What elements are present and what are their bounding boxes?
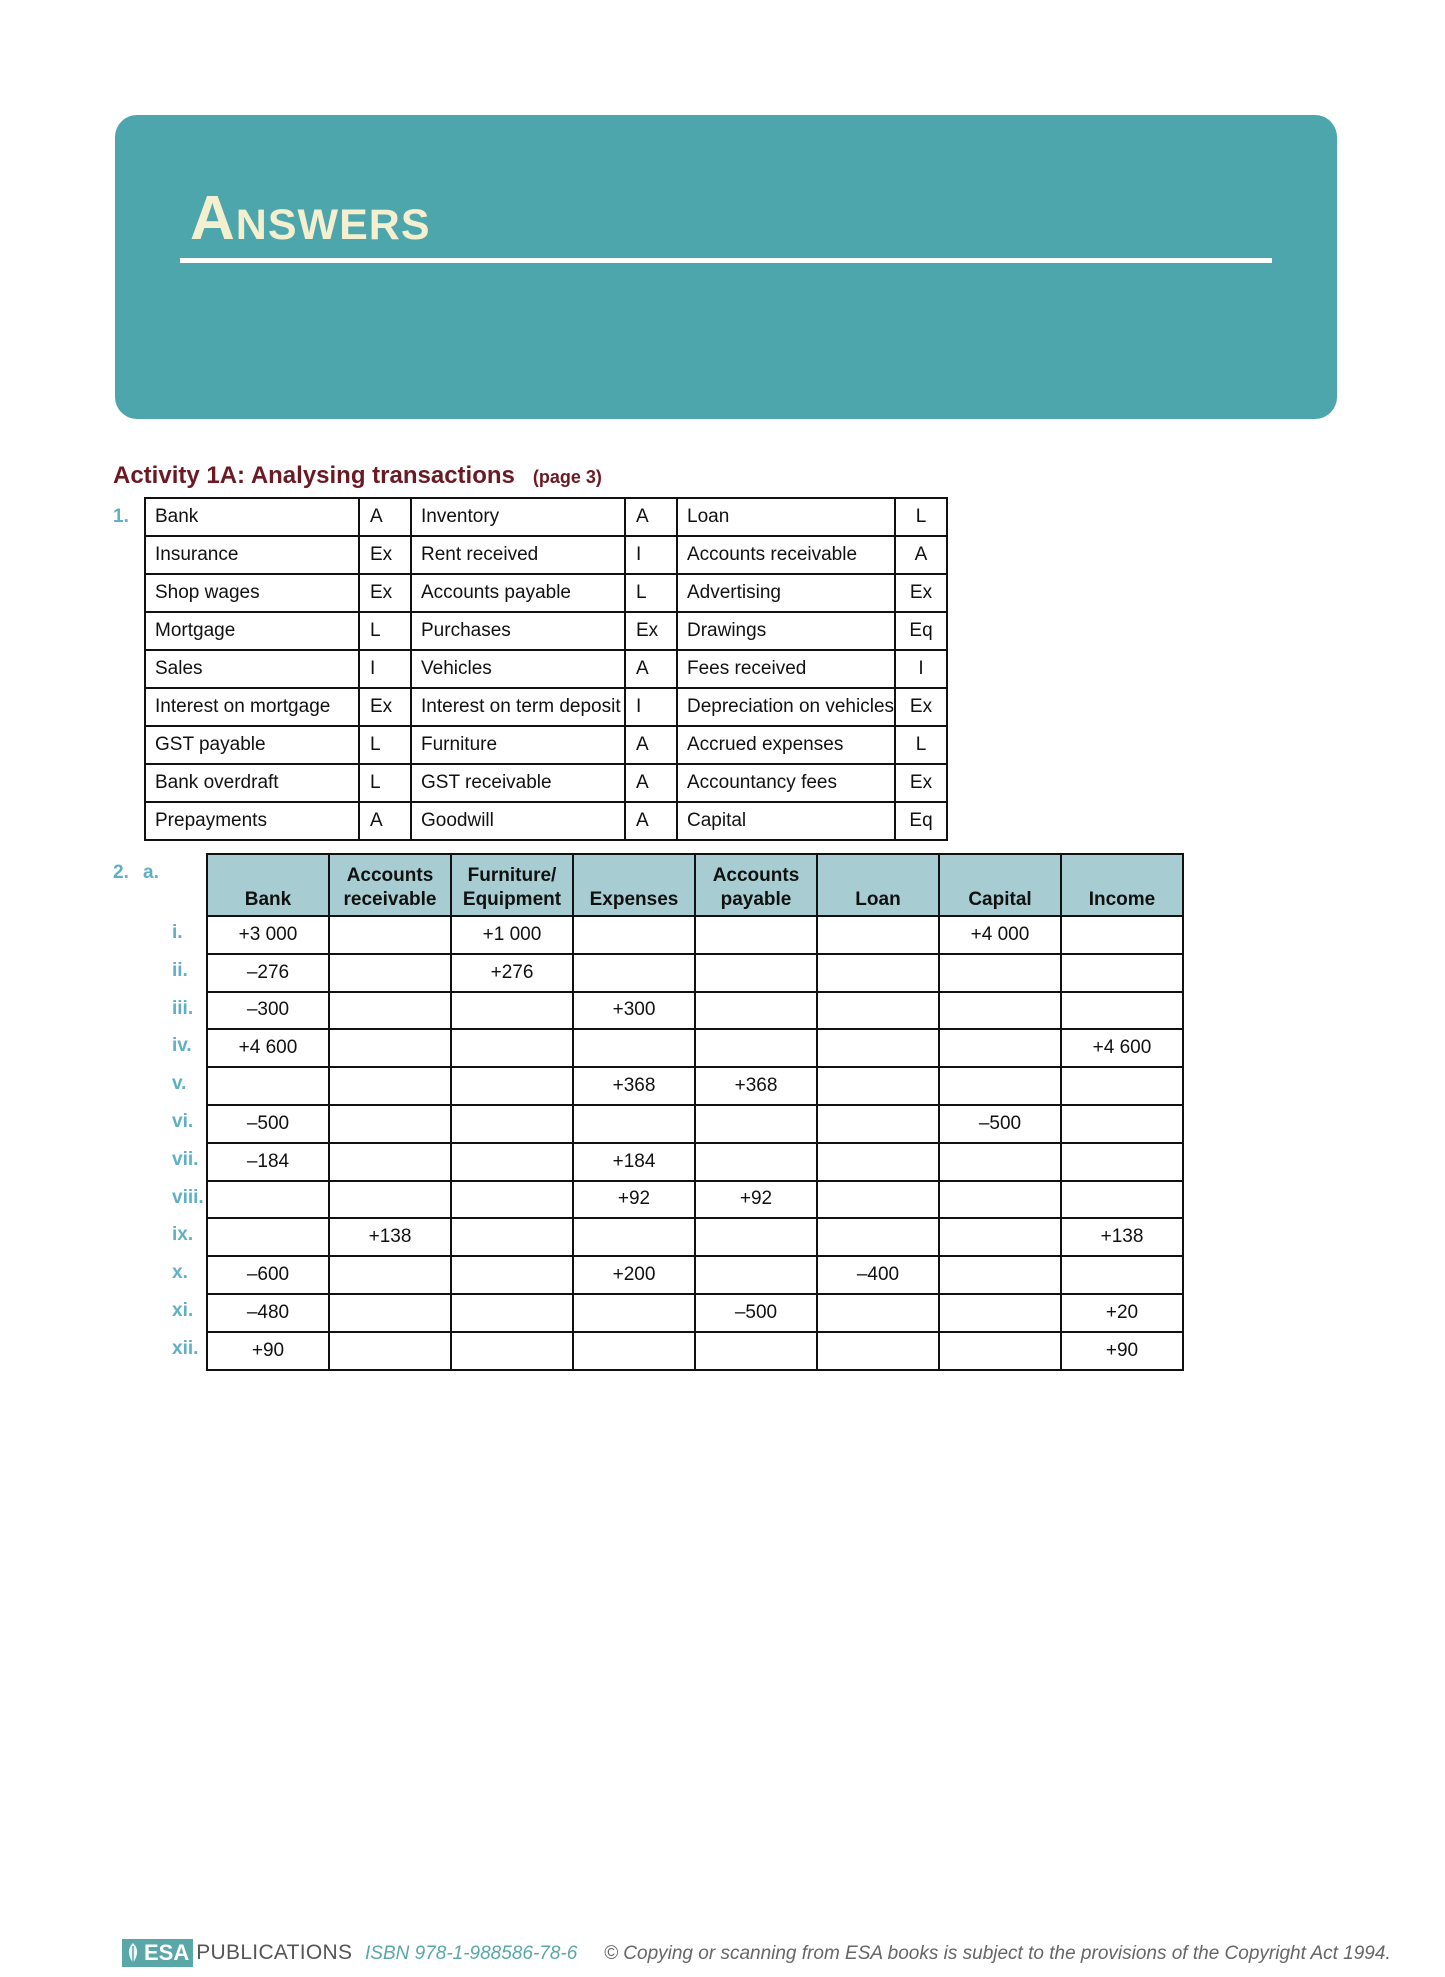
- transaction-cell: [817, 1181, 939, 1219]
- account-classification: I: [359, 650, 411, 688]
- account-name: Advertising: [677, 574, 895, 612]
- transaction-cell: [1061, 1181, 1183, 1219]
- transaction-cell: [329, 1029, 451, 1067]
- transaction-cell: [695, 916, 817, 954]
- transaction-cell: [939, 954, 1061, 992]
- transaction-cell: [939, 1218, 1061, 1256]
- banner-rule: [180, 258, 1272, 263]
- transaction-cell: [939, 1332, 1061, 1370]
- transaction-cell: [451, 1143, 573, 1181]
- account-classification: A: [625, 726, 677, 764]
- transaction-row: [207, 992, 1183, 1030]
- transaction-cell: +92: [695, 1181, 817, 1219]
- transaction-cell: [329, 1294, 451, 1332]
- classification-table: [144, 497, 948, 841]
- account-classification: A: [625, 650, 677, 688]
- transaction-cell: [817, 1105, 939, 1143]
- transaction-row: [207, 1218, 1183, 1256]
- account-name: Accrued expenses: [677, 726, 895, 764]
- transaction-cell: [451, 1294, 573, 1332]
- column-header-line: Furniture/: [467, 865, 557, 886]
- account-classification: I: [625, 536, 677, 574]
- transaction-row: [207, 1029, 1183, 1067]
- transaction-cell: [817, 916, 939, 954]
- column-header-line: Bank: [244, 889, 292, 910]
- classification-row: [145, 612, 947, 650]
- account-name: Bank: [145, 498, 359, 536]
- account-classification: L: [895, 726, 947, 764]
- transaction-label: ix.: [172, 1224, 194, 1246]
- transaction-cell: [573, 916, 695, 954]
- account-classification: Eq: [895, 802, 947, 840]
- transaction-label: x.: [172, 1262, 188, 1284]
- transaction-cell: +138: [1061, 1218, 1183, 1256]
- transaction-row: [207, 1332, 1183, 1370]
- transaction-cell: –500: [939, 1105, 1061, 1143]
- isbn: ISBN 978-1-988586-78-6: [365, 1943, 578, 1964]
- transaction-cell: [329, 954, 451, 992]
- transaction-label: xii.: [172, 1337, 199, 1359]
- classification-row: [145, 650, 947, 688]
- transaction-label: v.: [172, 1073, 187, 1095]
- transaction-cell: –276: [207, 954, 329, 992]
- transaction-cell: +4 600: [1061, 1029, 1183, 1067]
- transaction-cell: +276: [451, 954, 573, 992]
- classification-row: [145, 802, 947, 840]
- column-header-line: receivable: [343, 889, 437, 910]
- transaction-cell: +20: [1061, 1294, 1183, 1332]
- transaction-cell: [817, 1332, 939, 1370]
- account-classification: I: [895, 650, 947, 688]
- transaction-cell: [329, 1332, 451, 1370]
- transaction-cell: [573, 1332, 695, 1370]
- column-header-line: payable: [720, 889, 792, 910]
- transaction-cell: +138: [329, 1218, 451, 1256]
- account-classification: Ex: [359, 536, 411, 574]
- logo-brand: ESA: [144, 1940, 190, 1965]
- transaction-cell: +368: [573, 1067, 695, 1105]
- transaction-cell: [695, 954, 817, 992]
- answers-banner: [115, 115, 1337, 419]
- transaction-cell: [573, 1105, 695, 1143]
- transaction-cell: [1061, 916, 1183, 954]
- transaction-cell: [573, 954, 695, 992]
- transaction-row: [207, 954, 1183, 992]
- account-classification: Ex: [895, 688, 947, 726]
- transaction-cell: [1061, 992, 1183, 1030]
- transaction-cell: –480: [207, 1294, 329, 1332]
- activity-page-ref: (page 3): [532, 467, 602, 487]
- transaction-cell: [939, 1067, 1061, 1105]
- classification-row: [145, 498, 947, 536]
- transaction-label: xi.: [172, 1300, 194, 1321]
- transaction-row: [207, 916, 1183, 954]
- esa-logo: [122, 1939, 352, 1967]
- transaction-cell: [695, 1256, 817, 1294]
- question-2-number: 2.: [113, 862, 129, 883]
- transaction-row: [207, 1294, 1183, 1332]
- transaction-cell: [451, 992, 573, 1030]
- transaction-cell: [207, 1067, 329, 1105]
- transaction-label: iv.: [172, 1035, 192, 1057]
- classification-row: [145, 764, 947, 802]
- transaction-cell: +184: [573, 1143, 695, 1181]
- column-header: [939, 854, 1061, 916]
- transaction-cell: [1061, 1256, 1183, 1294]
- transaction-cell: +90: [207, 1332, 329, 1370]
- transaction-cell: [329, 1067, 451, 1105]
- account-name: Insurance: [145, 536, 359, 574]
- transaction-label: ii.: [172, 959, 188, 981]
- transaction-cell: [695, 1143, 817, 1181]
- transaction-cell: –184: [207, 1143, 329, 1181]
- transaction-row: [207, 1181, 1183, 1219]
- account-classification: Ex: [625, 612, 677, 650]
- account-name: Accounts receivable: [677, 536, 895, 574]
- leaf-icon: [124, 1942, 142, 1964]
- transaction-cell: +90: [1061, 1332, 1183, 1370]
- column-header-line: Equipment: [462, 889, 562, 910]
- column-header-line: Income: [1088, 889, 1156, 910]
- transaction-cell: [939, 1181, 1061, 1219]
- transaction-cell: [451, 1105, 573, 1143]
- transaction-label: viii.: [172, 1186, 204, 1208]
- account-name: Goodwill: [411, 802, 625, 840]
- account-classification: Ex: [359, 574, 411, 612]
- transaction-cell: [329, 992, 451, 1030]
- question-2-part: a.: [143, 862, 159, 883]
- transaction-cell: [817, 1294, 939, 1332]
- account-name: Depreciation on vehicles: [677, 688, 895, 726]
- transaction-cell: –500: [695, 1294, 817, 1332]
- account-classification: L: [359, 612, 411, 650]
- account-classification: A: [359, 802, 411, 840]
- transaction-cell: [695, 992, 817, 1030]
- banner-title: Answers: [190, 184, 431, 253]
- transaction-label: vi.: [172, 1111, 194, 1132]
- transaction-cell: [695, 1218, 817, 1256]
- activity-heading: [113, 462, 602, 490]
- account-name: Accounts payable: [411, 574, 625, 612]
- account-classification: A: [625, 498, 677, 536]
- column-header: [817, 854, 939, 916]
- transaction-cell: [207, 1181, 329, 1219]
- account-classification: Ex: [895, 764, 947, 802]
- transaction-cell: [1061, 1067, 1183, 1105]
- transaction-analysis-table: [206, 853, 1184, 1371]
- transaction-cell: [451, 1181, 573, 1219]
- transaction-cell: [329, 1143, 451, 1181]
- transaction-cell: +368: [695, 1067, 817, 1105]
- column-header-line: Accounts: [712, 865, 800, 886]
- transaction-cell: [695, 1332, 817, 1370]
- transaction-cell: –500: [207, 1105, 329, 1143]
- transaction-cell: [1061, 1105, 1183, 1143]
- transaction-cell: +1 000: [451, 916, 573, 954]
- column-header: [695, 854, 817, 916]
- account-classification: A: [625, 802, 677, 840]
- account-name: Fees received: [677, 650, 895, 688]
- transaction-row: [207, 1256, 1183, 1294]
- transaction-cell: [939, 1029, 1061, 1067]
- account-classification: A: [359, 498, 411, 536]
- transaction-cell: [939, 1256, 1061, 1294]
- column-header-line: Accounts: [346, 865, 434, 886]
- classification-row: [145, 726, 947, 764]
- activity-title: Activity 1A: Analysing transactions: [113, 462, 515, 489]
- transaction-cell: +92: [573, 1181, 695, 1219]
- transaction-cell: [329, 1256, 451, 1294]
- question-1-number: 1.: [113, 506, 129, 527]
- transaction-cell: [207, 1218, 329, 1256]
- transaction-cell: +300: [573, 992, 695, 1030]
- transaction-cell: [817, 954, 939, 992]
- transaction-cell: +3 000: [207, 916, 329, 954]
- transaction-row: [207, 1105, 1183, 1143]
- transaction-cell: [329, 916, 451, 954]
- account-classification: L: [359, 764, 411, 802]
- transaction-cell: [451, 1256, 573, 1294]
- classification-row: [145, 536, 947, 574]
- transaction-cell: +4 600: [207, 1029, 329, 1067]
- account-name: Loan: [677, 498, 895, 536]
- account-classification: Ex: [895, 574, 947, 612]
- column-header: [207, 854, 329, 916]
- transaction-cell: [817, 1029, 939, 1067]
- column-header-line: Loan: [855, 889, 901, 910]
- account-name: Vehicles: [411, 650, 625, 688]
- transaction-label: i.: [172, 922, 183, 943]
- transaction-label: vii.: [172, 1148, 199, 1170]
- logo-suffix: PUBLICATIONS: [196, 1941, 353, 1964]
- transaction-row: [207, 1067, 1183, 1105]
- account-name: Rent received: [411, 536, 625, 574]
- transaction-cell: [329, 1105, 451, 1143]
- account-classification: L: [359, 726, 411, 764]
- copyright-notice: © Copying or scanning from ESA books is subject to the provisions of the Copyright Act 1994.: [604, 1943, 1391, 1964]
- column-header-line: Expenses: [589, 889, 679, 910]
- transaction-cell: –600: [207, 1256, 329, 1294]
- column-header-line: Capital: [968, 889, 1032, 910]
- account-name: Inventory: [411, 498, 625, 536]
- transaction-cell: [451, 1029, 573, 1067]
- account-classification: L: [625, 574, 677, 612]
- account-classification: L: [895, 498, 947, 536]
- transaction-cell: [451, 1218, 573, 1256]
- transaction-cell: [695, 1029, 817, 1067]
- transaction-cell: [1061, 1143, 1183, 1181]
- account-name: Drawings: [677, 612, 895, 650]
- transaction-row: [207, 1143, 1183, 1181]
- transaction-cell: [329, 1181, 451, 1219]
- transaction-cell: [817, 1143, 939, 1181]
- transaction-cell: [939, 1143, 1061, 1181]
- column-header: [573, 854, 695, 916]
- account-name: Capital: [677, 802, 895, 840]
- column-header: [329, 854, 451, 916]
- transaction-cell: [939, 992, 1061, 1030]
- transaction-cell: [573, 1029, 695, 1067]
- account-name: Interest on mortgage: [145, 688, 359, 726]
- account-name: Interest on term deposit: [411, 688, 625, 726]
- account-name: GST receivable: [411, 764, 625, 802]
- transaction-cell: [817, 992, 939, 1030]
- account-name: GST payable: [145, 726, 359, 764]
- account-classification: A: [895, 536, 947, 574]
- transaction-cell: [573, 1218, 695, 1256]
- transaction-cell: [939, 1294, 1061, 1332]
- account-name: Mortgage: [145, 612, 359, 650]
- classification-row: [145, 574, 947, 612]
- classification-row: [145, 688, 947, 726]
- transaction-cell: [451, 1332, 573, 1370]
- column-header: [451, 854, 573, 916]
- account-name: Prepayments: [145, 802, 359, 840]
- transaction-cell: [817, 1218, 939, 1256]
- account-classification: A: [625, 764, 677, 802]
- transaction-cell: [817, 1067, 939, 1105]
- transaction-cell: +4 000: [939, 916, 1061, 954]
- transaction-cell: [695, 1105, 817, 1143]
- transaction-cell: –300: [207, 992, 329, 1030]
- transaction-cell: [573, 1294, 695, 1332]
- account-classification: Ex: [359, 688, 411, 726]
- account-name: Sales: [145, 650, 359, 688]
- transaction-cell: [1061, 954, 1183, 992]
- column-header: [1061, 854, 1183, 916]
- transaction-cell: +200: [573, 1256, 695, 1294]
- account-classification: I: [625, 688, 677, 726]
- account-name: Shop wages: [145, 574, 359, 612]
- account-name: Furniture: [411, 726, 625, 764]
- account-name: Accountancy fees: [677, 764, 895, 802]
- page-footer: [122, 1937, 1391, 1967]
- account-name: Bank overdraft: [145, 764, 359, 802]
- transaction-cell: [451, 1067, 573, 1105]
- transaction-cell: –400: [817, 1256, 939, 1294]
- transaction-label: iii.: [172, 997, 194, 1019]
- account-name: Purchases: [411, 612, 625, 650]
- account-classification: Eq: [895, 612, 947, 650]
